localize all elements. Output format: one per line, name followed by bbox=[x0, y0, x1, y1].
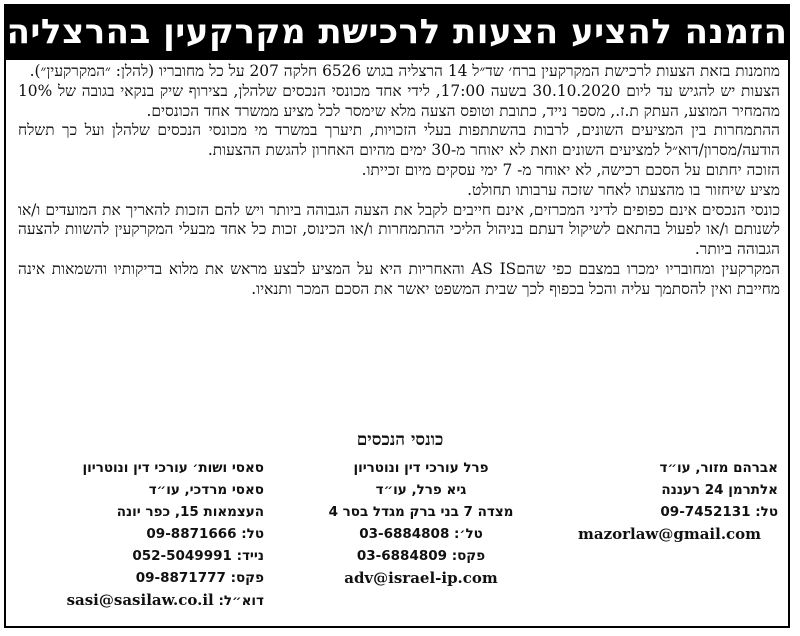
contact-perl bbox=[296, 457, 546, 612]
paragraph-guarantee: מציע שיחזור בו מהצעתו לאחר שזכה ערבותו תחולט. bbox=[467, 180, 780, 199]
contact-sasi bbox=[24, 457, 264, 612]
fax: פקס: 09-8871777 bbox=[135, 570, 264, 586]
paragraph-terms: כונסי הנכסים אינם כפופים לדיני המכרזים, אינם חייבים לקבל את הצעה הגבוהה ביותר ויש להם הזכות להאריך את המועדים ו/או לשנותם ו/או לפעול בהתאם לשיקול דעתם בניהול הליכי ההתמחרות ו/או הכינוס, זכות כל אחד מבעלי המקרקעין להשוות להצעה הגבוהה ביותר. bbox=[18, 200, 780, 259]
email-link[interactable]: mazorlaw@gmail.com bbox=[578, 525, 762, 543]
phone: טל: 09-7452131 bbox=[660, 504, 778, 520]
contacts bbox=[24, 457, 778, 612]
lawyer-name: גיא פרל, עו״ד bbox=[375, 482, 467, 498]
phone: טל׳: 03-6884808 bbox=[359, 526, 483, 542]
lawyer-name: אברהם מזור, עו״ד bbox=[659, 460, 778, 476]
paragraph-contract: הזוכה יחתום על הסכם רכישה, לא יאוחר מ- 7 ימי עסקים מיום זכייתו. bbox=[361, 160, 780, 179]
fax: פקס: 03-6884809 bbox=[356, 548, 486, 564]
ad-title bbox=[4, 4, 790, 60]
paragraph-as-is: המקרקעין ומחובריו ימכרו במצבם כפי שהםAS IS והאחריות היא על המציע לבצע מראש את מלוא בדיקותיו והשמאות אינה מחייבת ואין להסתמך עליה והכל בכפוף לכך שבית המשפט יאשר את הסכם המכר ותנאיו. bbox=[18, 259, 780, 298]
address: מצדה 7 בני ברק מגדל בסר 4 bbox=[328, 504, 514, 520]
firm-name: פרל עורכי דין ונוטריון bbox=[353, 460, 489, 476]
paragraph-submission: הצעות יש להגיש עד ליום 30.10.2020 בשעה 17:00, לידי אחד מכונסי הנכסים שלהלן, בצירוף שיק בנקאי בגובה של 10% מהמחיר המוצע, העתק ת.ז., מספר נייד, כתובת וטופס הצעה מלא שימסר לכל מציע ממשרד אחד הכונסים. bbox=[18, 81, 780, 120]
address: העצמאות 15, כפר יונה bbox=[116, 504, 264, 520]
phone: טל: 09-8871666 bbox=[146, 526, 264, 542]
lawyer-name: סאסי מרדכי, עו״ד bbox=[148, 482, 264, 498]
ad-title-text: הזמנה להציע הצעות לרכישת מקרקעין בהרצליה bbox=[6, 12, 788, 52]
email-link[interactable]: adv@israel-ip.com bbox=[344, 569, 498, 587]
email-link[interactable]: sasi@sasilaw.co.il bbox=[66, 591, 214, 609]
contact-mazor bbox=[578, 457, 778, 612]
mobile: נייד: 052-5049991 bbox=[132, 548, 264, 564]
paragraph-bidding: ההתמחרות בין המציעים השונים, לרבות בהשתתפות בעלי הזכויות, תיערך במשרד מי מכונסי הנכסים שלהלן ועל כך תשלח הודעה/מסרון/דוא״ל למציעים השונים וזאת לא יאוחר מ-30 ימים מהיום האחרון להגשת ההצעות. bbox=[18, 121, 780, 160]
paragraph-property: מוזמנות בזאת הצעות לרכישת המקרקעין ברח׳ שד״ל 14 הרצליה בגוש 6526 חלקה 207 על כל מחובריו (להלן: ״המקרקעין״). bbox=[29, 62, 780, 80]
email-label: דוא״ל: bbox=[218, 593, 264, 609]
email-row bbox=[24, 589, 264, 612]
receivers-title: כונסי הנכסים bbox=[356, 430, 444, 450]
ad-body bbox=[18, 62, 780, 300]
firm-name: סאסי ושות׳ עורכי דין ונוטריון bbox=[82, 460, 264, 476]
address: אלתרמן 24 רעננה bbox=[661, 482, 778, 498]
